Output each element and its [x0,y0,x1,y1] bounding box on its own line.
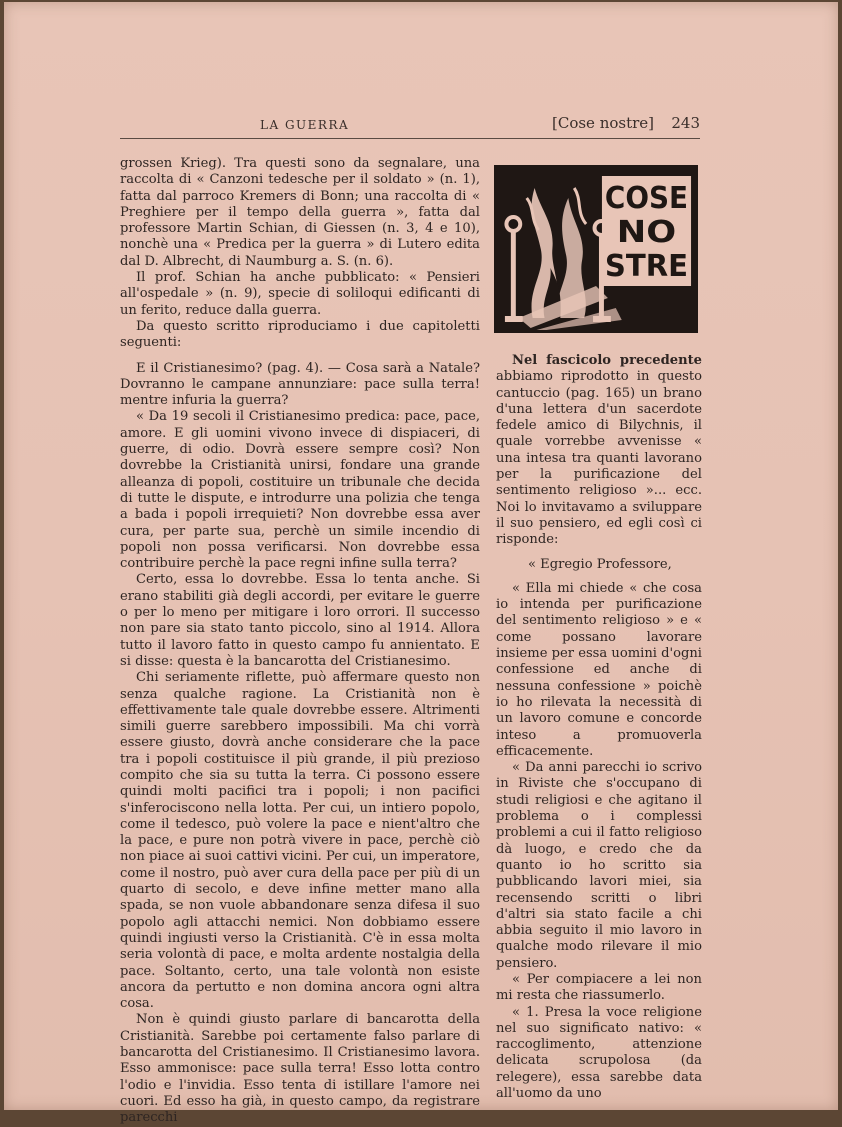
right-column [496,353,702,1102]
paragraph: Il prof. Schian ha anche pubblicato: « Pensieri all'ospedale » (n. 9), specie di soliloqui edificanti di un ferito, reduce dalla guerra. [120,270,480,318]
torch-orb-inner [508,219,518,229]
paragraph: « Per compiacere a lei non mi resta che riassumerlo. [496,971,702,1004]
lead-text: Nel fascicolo precedente [512,353,702,368]
paragraph: « 1. Presa la voce religione nel suo significato nativo: « raccoglimento, attenzione delicata scrupolosa (da relegere), essa sarebbe data all'uomo da uno [496,1004,702,1102]
torch-base [593,316,611,322]
page-header [120,112,700,139]
paragraph: Non è quindi giusto parlare di bancarotta della Cristianità. Sarebbe poi certamente falso parlare di bancarotta del Cristianesimo. Il Cristianesimo lavora. Esso ammonisce: pace sulla terra! Esso lotta contro l'odio e l'invidia. Esso tenta di istillare l'amore nei cuori. Ed esso ha già, in questo campo, da registrare parecchi [120,1012,480,1126]
paragraph-text: abbiamo riprodotto in questo cantuccio (pag. 165) un brano d'una lettera d'un sacerdote fedele amico di Bilychnis, il quale vorrebbe avvenisse « una intesa tra quanti lavorano per la purificazione del sentimento religioso »... ecc. Noi lo invitavamo a sviluppare il suo pensiero, ed egli così ci risponde: [496,369,702,548]
paragraph: « Da anni parecchi io scrivo in Riviste che s'occupano di studi religiosi e che agitano il problema o i complessi problemi a cui il fatto religioso dà luogo, e credo che da quanto io ho scritto sia pubblicando lavori miei, sia recensendo scritti o libri d'altri sia stato facile a chi abbia seguito il mio lavoro in qualche modo rilevare il mio pensiero. [496,760,702,971]
section-title: [Cose nostre] [552,114,655,132]
running-head: LA GUERRA [260,118,350,132]
paragraph: E il Cristianesimo? (pag. 4). — Cosa sarà a Natale? Dovranno le campane annunziare: pace sulla terra! mentre infuria la guerra? [120,360,480,409]
logo-text-line: COSE [604,180,689,217]
paragraph: « Da 19 secoli il Cristianesimo predica: pace, pace, amore. E gli uomini vivono invece di dispiaceri, di guerre, di odio. Dovrà essere sempre così? Non dovrebbe la Cristianità unirsi, fondare una grande alleanza di popoli, costituire un tribunale che decida di tutte le dispute, e introdurre una polizia che tenga a bada i popoli irrequieti? Non dovrebbe essa aver cura, per parte sua, perchè un simile incendio di popoli non possa verificarsi. Non dovrebbe essa contribuire perchè la pace regni infine sulla terra? [120,409,480,572]
logo-text-line: STRE [604,248,689,285]
logo-text-line: NO [616,214,677,251]
paragraph: Da questo scritto riproduciamo i due capitoletti seguenti: [120,318,480,351]
paragraph: grossen Krieg). Tra questi sono da segnalare, una raccolta di « Canzoni tedesche per il soldato » (n. 1), fatta dal parroco Kremers di Bonn; una raccolta di « Preghiere per il tempo della guerra », fatta dal professore Martin Schian, di Giessen (n. 3, 4 e 10), nonchè una « Predica per la guerra » di Lutero edita dal D. Albrecht, di Naumburg a. S. (n. 6). [120,156,480,269]
left-column [120,156,480,1127]
torch-stand [511,228,516,320]
page-number: 243 [671,114,700,132]
paragraph: Certo, essa lo dovrebbe. Essa lo tenta anche. Si erano stabiliti già degli accordi, per evitare le guerre o per lo meno per mitigare i loro orrori. Il successo non pare sia stato tanto piccolo, sino al 1914. Allora tutto il lavoro fatto in questo campo fu annientato. E si disse: questa è la bancarotta del Cristianesimo. [120,572,480,669]
cose-nostre-woodcut-logo [494,165,698,333]
torch-base [505,316,523,322]
paragraph: « Ella mi chiede « che cosa io intenda per purificazione del sentimento religioso » e « come possano lavorare insieme per essa uomini d'ogni confessione ed anche di nessuna confessione » poichè io ho rilevata la necessità di un lavoro comune e concorde inteso a promuoverla efficacemente. [496,580,702,759]
document-page [4,2,838,1126]
paragraph: Chi seriamente riflette, può affermare questo non senza qualche ragione. La Cristianità non è effettivamente tale quale dovrebbe essere. Altrimenti simili guerre sarebbero impossibili. Ma chi vorrà essere giusto, dovrà anche considerare che la pace tra i popoli costituisce il più grande, il più prezioso compito che sia su tutta la terra. Ci possono essere quindi molti pacifici tra i popoli; i non pacifici s'inferociscono nella lotta. Per cui, un intiero popolo, come il tedesco, può volere la pace e nient'altro che la pace, e pure non potrà vivere in pace, perchè ciò non piace ai suoi cattivi vicini. Per cui, un imperatore, come il nostro, può aver cura della pace per più di un quarto di secolo, e deve infine metter mano alla spada, se non vuole abbandonare senza difesa il suo popolo agli attacchi nemici. Non dobbiamo essere quindi ingiusti verso la Cristianità. C'è in essa molta seria volontà di pace, e molta ardente nostalgia della pace. Soltanto, certo, una tale volontà non esiste ancora da pertutto e non domina ancora ogni altra cosa. [120,670,480,1012]
woodcut-illustration [497,168,695,330]
salutation: « Egregio Professore, [528,556,672,572]
